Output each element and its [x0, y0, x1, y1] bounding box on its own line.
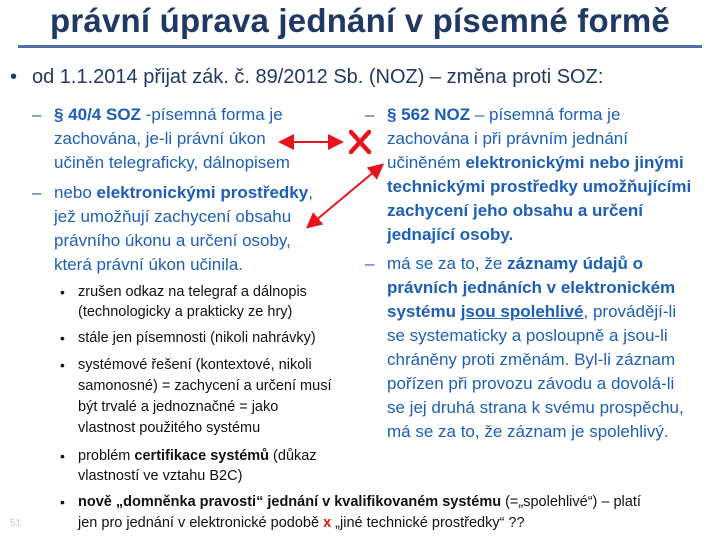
right-item1-line3: učiněném elektronickými nebo jinými	[387, 153, 684, 172]
sub-bullet-dot-icon: •	[60, 330, 65, 346]
right-item2-line5: chráněny proti změnám. Byl-li záznam	[387, 350, 676, 369]
left-item2-line3: právního úkonu a určení osoby,	[54, 231, 291, 250]
sub4-line1: problém certifikace systémů (důkaz	[78, 448, 317, 464]
sub3-line1: systémové řešení (kontextové, nikoli	[78, 357, 312, 373]
main-bullet-text: od 1.1.2014 přijat zák. č. 89/2012 Sb. (NOZ) – změna proti SOZ:	[32, 66, 604, 88]
sub3-line4: vlastnost použitého systému	[78, 420, 261, 436]
slide-title: právní úprava jednání v písemné formě	[50, 2, 670, 39]
right-item1-line1: § 562 NOZ – písemná forma je	[387, 105, 621, 124]
right-item2-line7: se jej druhá strana k svému prospěchu,	[387, 398, 684, 417]
sub3-line2: samonosné) = zachycení a určení musí	[78, 378, 332, 394]
sub3-line3: být trvalé a jednoznačné = jako	[78, 399, 279, 415]
right-item2-line2: právních jednáních v elektronickém	[387, 278, 676, 297]
left-item2-line4: která právní úkon učinila.	[54, 255, 243, 274]
right-item2-line3: systému jsou spolehlivé, provádějí-li	[387, 302, 677, 321]
sub1-line2: (technologicky a prakticky ze hry)	[78, 304, 293, 320]
sub-bullet-dot-icon: •	[60, 357, 65, 373]
right-item2-line6: pořízen při provozu závodu a dovolá-li	[387, 374, 675, 393]
bottom-line1: nově „domněnka pravosti“ jednání v kvalifikovaném systému (=„spolehlivé“) – platí	[78, 494, 641, 510]
left-item2-line1: nebo elektronickými prostředky,	[54, 183, 313, 202]
sub-bullet-dot-icon: •	[60, 494, 65, 510]
page-number: 51	[10, 518, 22, 529]
dash-icon: –	[32, 105, 42, 124]
left-item1-line3: učiněn telegraficky, dálnopisem	[54, 153, 290, 172]
dash-icon: –	[365, 105, 375, 124]
right-item2-line4: se systematicky a posloupně a jsou-li	[387, 326, 668, 345]
right-item1-line4: technickými prostředky umožňujícími	[387, 177, 692, 196]
sub4-line2: vlastností ve vztahu B2C)	[78, 468, 243, 484]
right-item2-line1: má se za to, že záznamy údajů o	[387, 254, 644, 273]
right-item2-line8: má se za to, že záznam je spolehlivý.	[387, 422, 669, 441]
sub-bullet-dot-icon: •	[60, 284, 65, 300]
left-item2-line2: jež umožňují zachycení obsahu	[54, 207, 292, 226]
right-item1-line2: zachována i při právním jednání	[387, 129, 628, 148]
dash-icon: –	[365, 254, 375, 273]
left-item1-line2: zachována, je-li právní úkon	[54, 129, 266, 148]
dash-icon: –	[32, 183, 42, 202]
bottom-line2: jen pro jednání v elektronické podobě x „jiné technické prostředky“ ??	[78, 515, 525, 531]
sub-bullet-dot-icon: •	[60, 448, 65, 464]
sub1-line1: zrušen odkaz na telegraf a dálnopis	[78, 284, 307, 300]
right-item1-line5: zachycení jeho obsahu a určení	[387, 201, 644, 220]
diagonal-double-arrow-icon	[309, 166, 381, 226]
sub2-line1: stále jen písemnosti (nikoli nahrávky)	[78, 330, 316, 346]
left-item1-line1: § 40/4 SOZ -písemná forma je	[54, 105, 283, 124]
red-x-icon	[351, 132, 369, 152]
right-item1-line6: jednající osoby.	[387, 225, 514, 244]
bullet-dot-icon: •	[10, 66, 18, 88]
